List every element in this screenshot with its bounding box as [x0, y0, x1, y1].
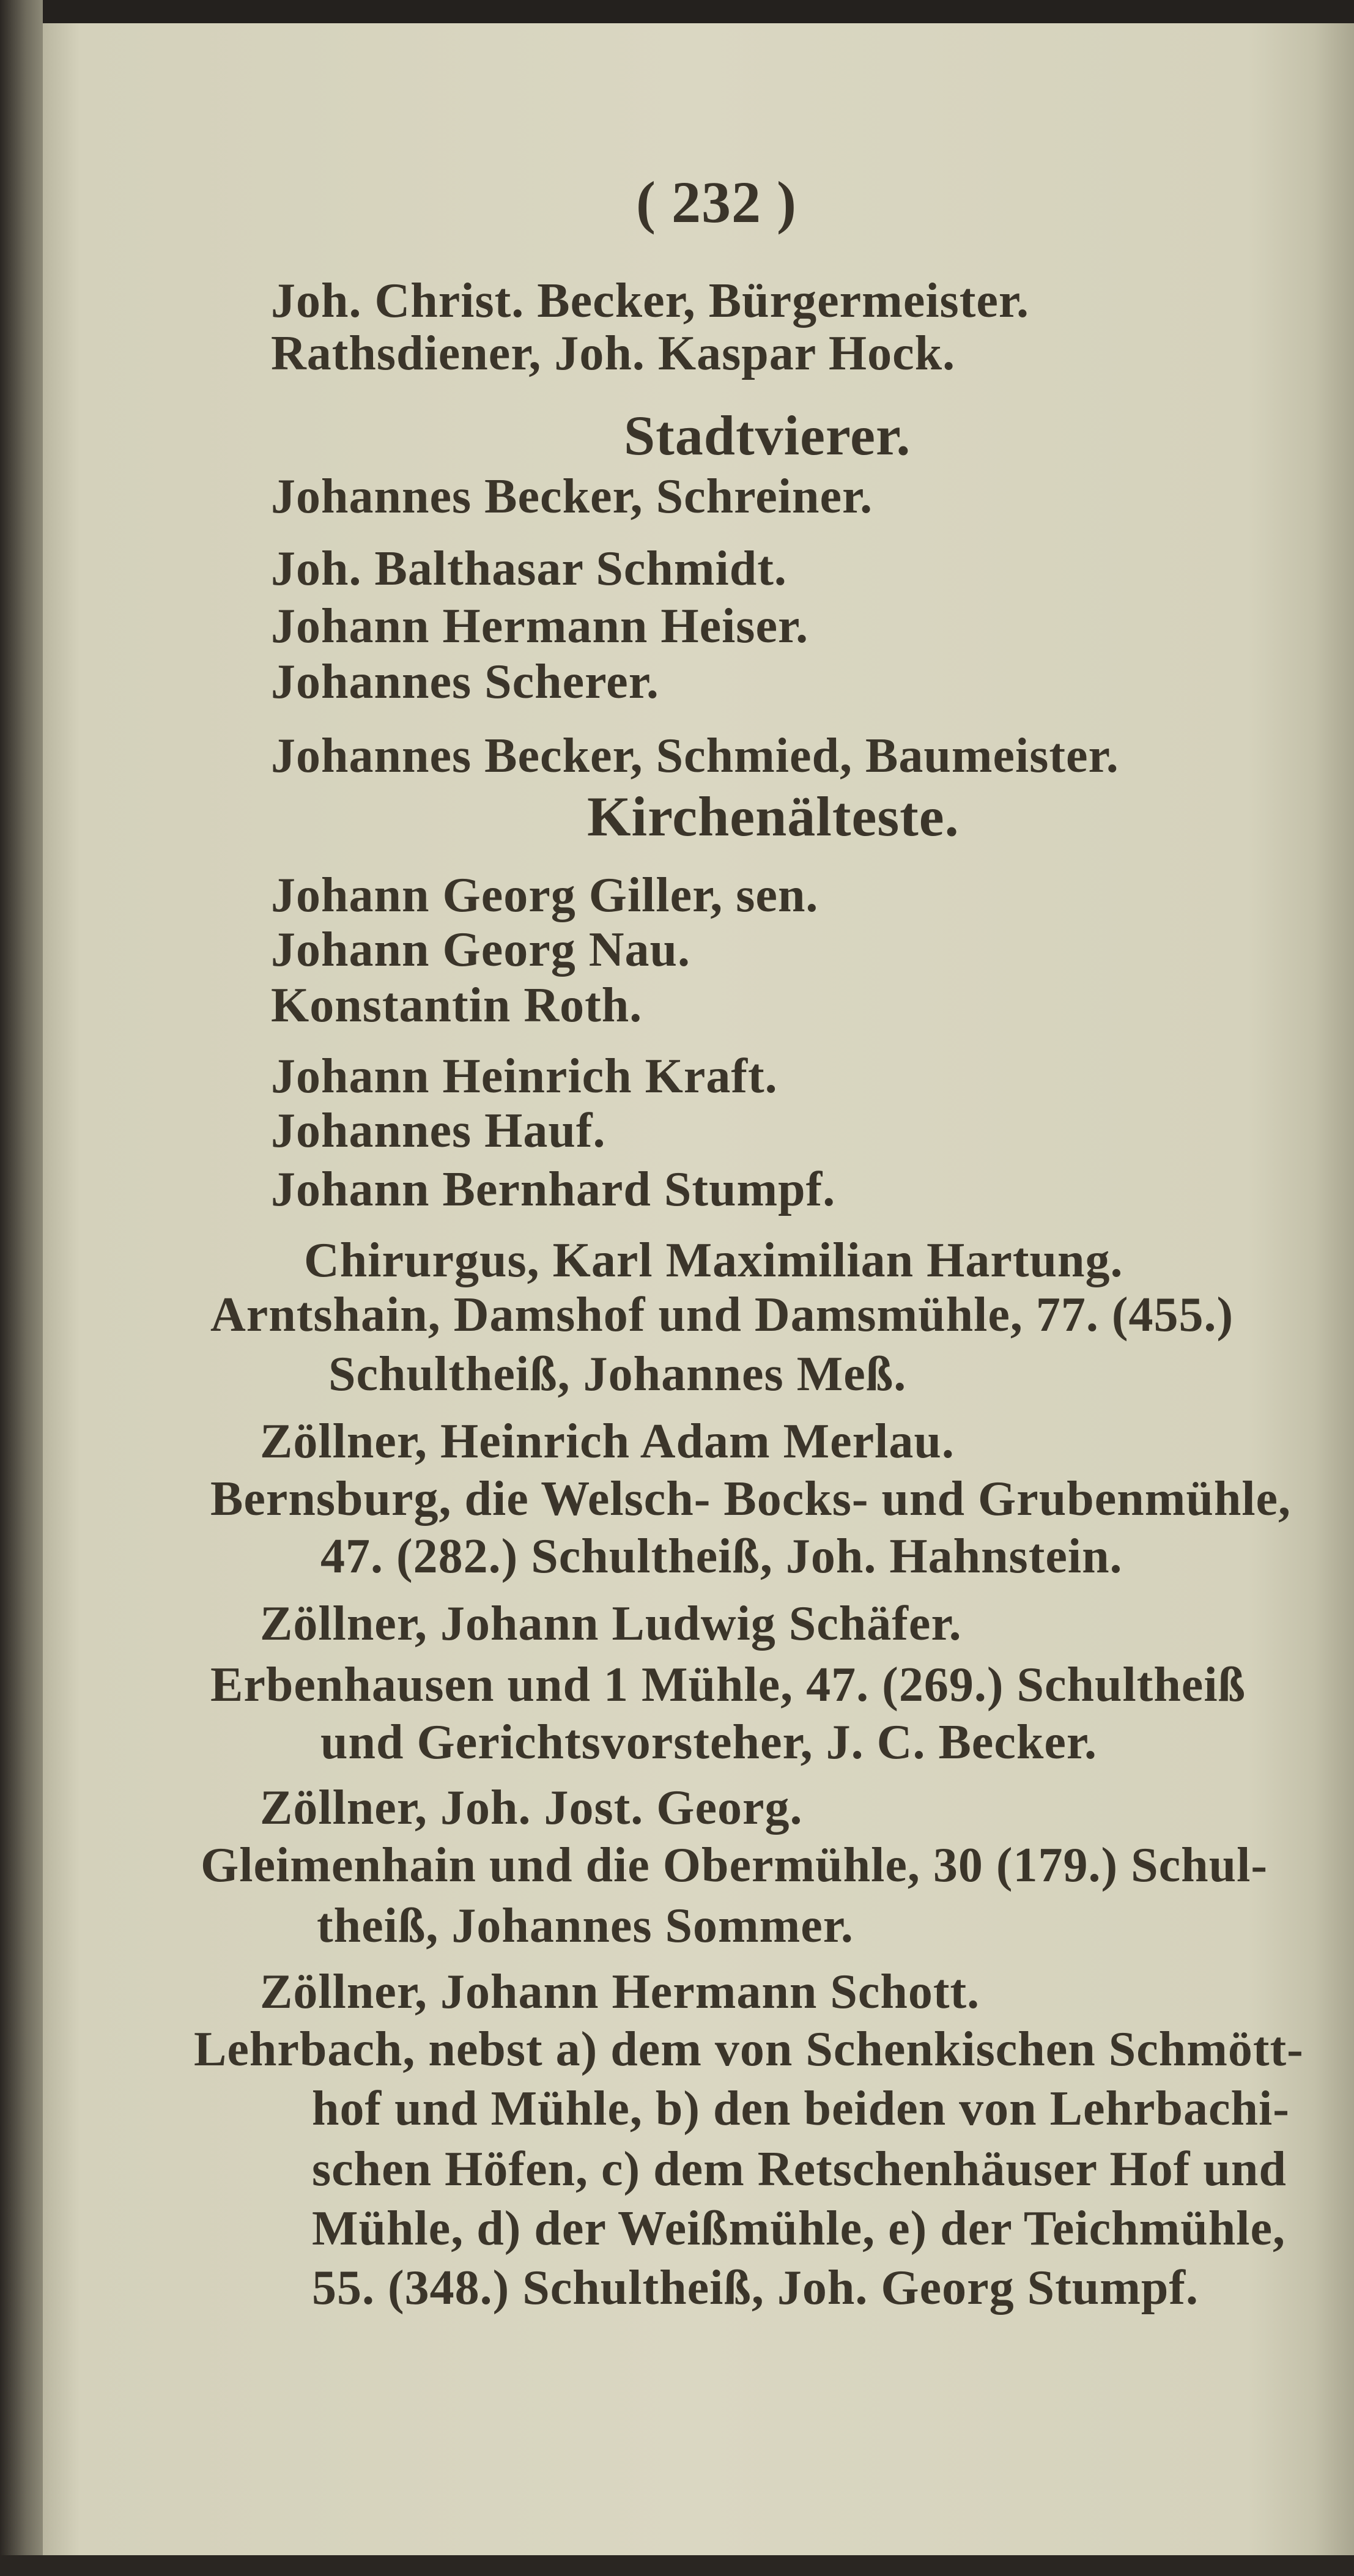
text-line: Chirurgus, Karl Maximilian Hartung.	[304, 1234, 1123, 1287]
text-line: Schultheiß, Johannes Meß.	[328, 1347, 907, 1401]
section-heading: Stadtvierer.	[624, 404, 911, 467]
book-spine-edge	[0, 0, 43, 2576]
text-line: Joh. Christ. Becker, Bürgermeister.	[271, 274, 1029, 328]
text-line: 47. (282.) Schultheiß, Joh. Hahnstein.	[320, 1530, 1123, 1583]
text-line: Johannes Becker, Schmied, Baumeister.	[271, 729, 1119, 783]
entry-line: Arntshain, Damshof und Damsmühle, 77. (455.)	[210, 1288, 1234, 1342]
text-line: Zöllner, Johann Hermann Schott.	[260, 1965, 980, 2019]
text-line: Johann Georg Giller, sen.	[271, 868, 819, 922]
text-line: Johann Bernhard Stumpf.	[271, 1163, 836, 1216]
entry-line: Lehrbach, nebst a) dem von Schenkischen Schmött-	[194, 2023, 1304, 2076]
section-heading: Kirchenälteste.	[587, 785, 960, 848]
text-line: Joh. Balthasar Schmidt.	[271, 542, 787, 596]
text-line: Zöllner, Joh. Jost. Georg.	[260, 1781, 803, 1835]
entry-line: Bernsburg, die Welsch- Bocks- und Grubenmühle,	[210, 1472, 1292, 1526]
entry-line: Gleimenhain und die Obermühle, 30 (179.) Schul-	[201, 1838, 1268, 1892]
text-line: Johannes Scherer.	[271, 655, 659, 709]
text-line: Konstantin Roth.	[271, 979, 643, 1032]
text-line: Zöllner, Johann Ludwig Schäfer.	[260, 1597, 962, 1651]
text-line: Johann Hermann Heiser.	[271, 599, 809, 653]
text-line: theiß, Johannes Sommer.	[317, 1899, 854, 1953]
text-line: Johannes Becker, Schreiner.	[271, 470, 873, 524]
entry-line: Erbenhausen und 1 Mühle, 47. (269.) Schultheiß	[210, 1658, 1246, 1712]
text-line: Zöllner, Heinrich Adam Merlau.	[260, 1415, 955, 1468]
text-line: Johann Heinrich Kraft.	[271, 1049, 778, 1103]
text-line: und Gerichtsvorsteher, J. C. Becker.	[320, 1715, 1097, 1769]
scan-bottom-edge	[0, 2555, 1354, 2576]
text-line: schen Höfen, c) dem Retschenhäuser Hof und	[312, 2142, 1287, 2196]
scan-top-edge	[0, 0, 1354, 24]
text-line: Mühle, d) der Weißmühle, e) der Teichmühle,	[312, 2202, 1286, 2256]
text-line: Johann Georg Nau.	[271, 923, 690, 977]
page-number: ( 232 )	[636, 169, 797, 235]
text-line: Johannes Hauf.	[271, 1104, 606, 1158]
text-line: 55. (348.) Schultheiß, Joh. Georg Stumpf.	[312, 2261, 1199, 2315]
text-line: Rathsdiener, Joh. Kaspar Hock.	[271, 327, 956, 380]
text-line: hof und Mühle, b) den beiden von Lehrbachi-	[312, 2082, 1290, 2136]
